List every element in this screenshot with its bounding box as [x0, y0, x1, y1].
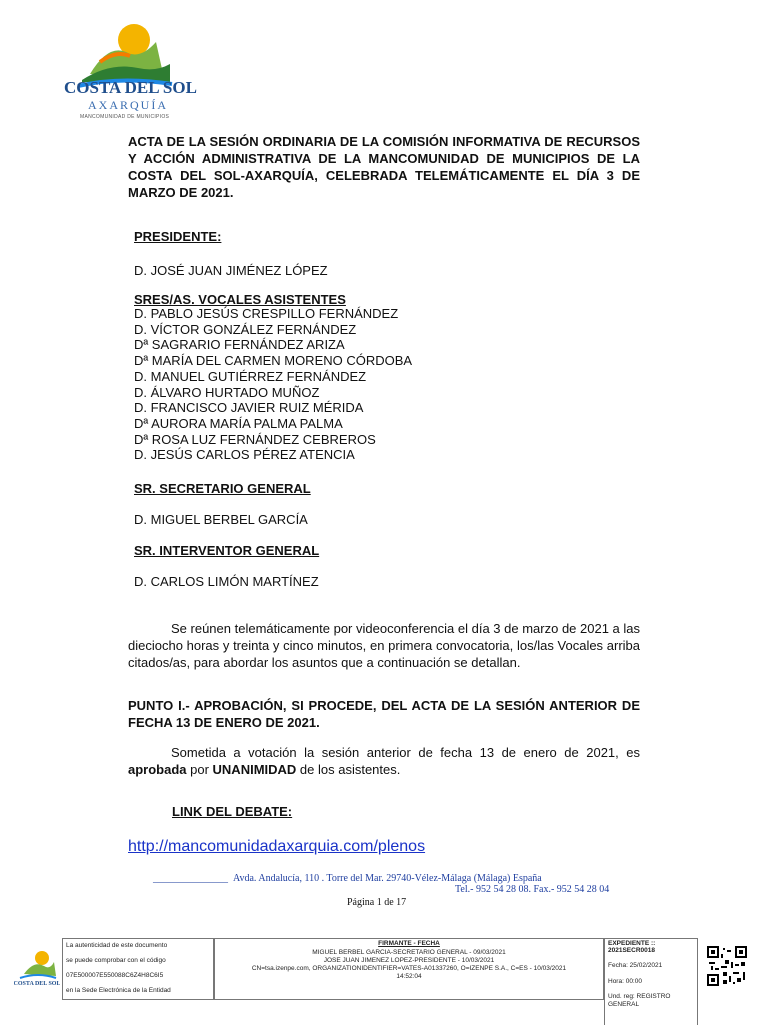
footer-phone: Tel.- 952 54 28 08. Fax.- 952 54 28 04	[455, 884, 610, 895]
expediente-registry: Und. reg: REGISTRO GENERAL	[608, 993, 671, 1008]
vocal-item: Dª ROSA LUZ FERNÁNDEZ CEBREROS	[134, 431, 376, 447]
votacion-text: de los asistentes.	[296, 762, 401, 777]
vocal-item: D. MANUEL GUTIÉRREZ FERNÁNDEZ	[134, 368, 367, 384]
verify-line: La autenticidad de este documento	[66, 942, 168, 949]
svg-text:COSTA DEL SOL: COSTA DEL SOL	[14, 981, 60, 987]
signer-line: CN=tsa.izenpe.com, ORGANIZATIONIDENTIFIER=VATES-A01337260, O=IZENPE S.A., C=ES - 10/03/2021	[251, 965, 567, 972]
interventor-heading: SR. INTERVENTOR GENERAL	[134, 543, 320, 558]
vocal-item: Dª AURORA MARÍA PALMA PALMA	[134, 415, 343, 431]
vocal-item: D. JESÚS CARLOS PÉREZ ATENCIA	[134, 447, 355, 463]
link-heading: LINK DEL DEBATE:	[172, 804, 293, 819]
presidente-heading: PRESIDENTE:	[134, 229, 222, 244]
vocal-item: Dª MARÍA DEL CARMEN MORENO CÓRDOBA	[134, 353, 413, 369]
secretario-heading: SR. SECRETARIO GENERAL	[134, 481, 311, 496]
vocal-item: D. VÍCTOR GONZÁLEZ FERNÁNDEZ	[134, 321, 357, 337]
small-logo	[14, 948, 60, 988]
verification-code: 07E500007E550088C6Z4H8C6I5	[66, 972, 164, 979]
verify-line: en la Sede Electrónica de la Entidad	[66, 987, 171, 994]
expediente-date: Fecha: 25/02/2021	[608, 962, 663, 969]
vocal-item: Dª SAGRARIO FERNÁNDEZ ARIZA	[134, 337, 345, 353]
expediente-number: 2021SECR0018	[608, 947, 655, 954]
votacion-result: aprobada	[128, 762, 187, 777]
votacion-text: Sometida a votación la sesión anterior de fecha 13 de enero de 2021, es	[171, 745, 640, 760]
logo-subtitle: AXARQUÍA	[88, 98, 168, 112]
footer-address	[153, 873, 542, 884]
presidente-name: D. JOSÉ JUAN JIMÉNEZ LÓPEZ	[134, 263, 328, 278]
punto-1-heading: PUNTO I.- APROBACIÓN, SI PROCEDE, DEL ACTA DE LA SESIÓN ANTERIOR DE FECHA 13 DE ENERO DE 2021.	[128, 698, 640, 730]
expediente-box	[604, 938, 698, 1025]
votacion-unanimity: UNANIMIDAD	[212, 762, 297, 777]
footer-address-text: Avda. Andalucía, 110 . Torre del Mar. 29740-Vélez-Málaga (Málaga) España	[233, 873, 542, 884]
vocal-item: D. ÁLVARO HURTADO MUÑOZ	[134, 384, 320, 400]
verification-box	[62, 938, 214, 1000]
signer-line: 14:52:04	[396, 973, 422, 980]
signer-line: JOSE JUAN JIMENEZ LOPEZ-PRESIDENTE - 10/03/2021	[323, 957, 495, 964]
debate-link[interactable]: http://mancomunidadaxarquia.com/plenos	[128, 838, 426, 855]
vocales-heading: SRES/AS. VOCALES ASISTENTES	[134, 292, 346, 307]
qr-code	[707, 946, 747, 986]
vocales-list	[134, 306, 412, 463]
vocal-item: D. FRANCISCO JAVIER RUIZ MÉRIDA	[134, 400, 364, 416]
expediente-heading: EXPEDIENTE ::	[608, 940, 656, 947]
signers-box	[214, 938, 604, 1000]
signers-heading: FIRMANTE - FECHA	[378, 940, 440, 947]
votacion-paragraph	[128, 744, 640, 778]
interventor-name: D. CARLOS LIMÓN MARTÍNEZ	[134, 574, 319, 589]
secretario-name: D. MIGUEL BERBEL GARCÍA	[134, 512, 308, 527]
intro-paragraph: Se reúnen telemáticamente por videoconferencia el día 3 de marzo de 2021 a las dieciocho horas y treinta y cinco minutos, en primera convocatoria, los/las Vocales arriba citados/as, para abordar los asuntos que a continuación se detallan.	[128, 621, 641, 670]
verify-line: se puede comprobar con el código	[66, 957, 166, 964]
expediente-time: Hora: 00:00	[608, 978, 642, 985]
logo-tagline: MANCOMUNIDAD DE MUNICIPIOS	[80, 114, 170, 120]
logo-name: COSTA DEL SOL	[64, 78, 197, 97]
page-number: Página 1 de 17	[347, 897, 407, 908]
vocal-item: D. PABLO JESÚS CRESPILLO FERNÁNDEZ	[134, 306, 399, 321]
signer-line: MIGUEL BERBEL GARCIA-SECRETARIO GENERAL - 09/03/2021	[312, 949, 506, 956]
footer-rule: _______________	[153, 873, 228, 884]
document-title: ACTA DE LA SESIÓN ORDINARIA DE LA COMISIÓN INFORMATIVA DE RECURSOS Y ACCIÓN ADMINISTRATIVA DE LA MANCOMUNIDAD DE MUNICIPIOS DE LA COSTA DEL SOL-AXARQUÍA, CELEBRADA TELEMÁTICAMENTE EL DÍA 3 DE MARZO DE 2021.	[128, 134, 640, 200]
votacion-text: por	[186, 762, 213, 777]
